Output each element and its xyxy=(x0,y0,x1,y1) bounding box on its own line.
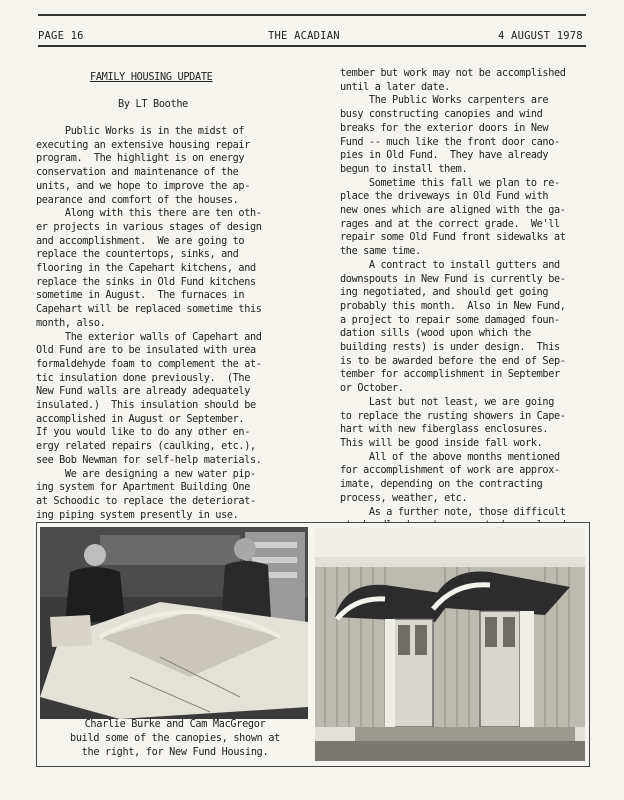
text-line: a project to repair some damaged foun- xyxy=(340,314,560,326)
text-line: busy constructing canopies and wind xyxy=(340,109,543,121)
text-line: at Schoodic to replace the deteriorat- xyxy=(36,495,256,507)
text-line: dation sills (wood upon which the xyxy=(340,328,531,340)
text-line: A contract to install gutters and xyxy=(340,259,560,271)
text-line: program. The highlight is on energy xyxy=(36,153,245,165)
text-line: pies in Old Fund. They have already xyxy=(340,150,549,162)
text-line: Fund -- much like the front door cano- xyxy=(340,136,560,148)
caption-line: build some of the canopies, shown at xyxy=(69,733,280,744)
text-line: If you would like to do any other en- xyxy=(36,427,250,439)
text-line: conservation and maintenance of the xyxy=(36,167,239,179)
text-line: tember for accomplishment in September xyxy=(340,369,560,381)
text-line: replace the sinks in Old Fund kitchens xyxy=(36,276,256,288)
text-line: imate, depending on the contracting xyxy=(340,479,543,491)
photo-carpenters xyxy=(40,527,308,719)
text-line: Old Fund are to be insulated with urea xyxy=(36,345,256,357)
text-line: tic insulation done previously. (The xyxy=(36,372,250,384)
text-line: until a later date. xyxy=(340,81,450,93)
text-line: The Public Works carpenters are xyxy=(340,95,549,107)
text-line: ing piping system presently in use. xyxy=(36,509,239,521)
article-byline: By LT Boothe xyxy=(118,99,189,110)
text-line: building rests) is under design. This xyxy=(340,342,560,354)
text-line: is to be awarded before the end of Sep- xyxy=(340,355,566,367)
text-line: sometime in August. The furnaces in xyxy=(36,290,245,302)
photo-caption xyxy=(40,718,310,760)
text-line: process, weather, etc. xyxy=(340,492,468,504)
text-line: probably this month. Also in New Fund, xyxy=(340,300,566,312)
text-line: Public Works is in the midst of xyxy=(36,126,245,137)
text-line: Along with this there are ten oth- xyxy=(36,208,262,220)
text-line: begun to install them. xyxy=(340,163,468,175)
left-column xyxy=(36,125,262,536)
text-line: We are designing a new water pip- xyxy=(36,468,256,480)
text-line: hart with new fiberglass enclosures. xyxy=(340,424,549,436)
text-line: insulated.) This insulation should be xyxy=(36,400,256,412)
text-line: This will be good inside fall work. xyxy=(340,437,543,449)
top-rule xyxy=(38,14,586,16)
text-line: Capehart will be replaced sometime this xyxy=(36,304,262,316)
text-line: tember but work may not be accomplished xyxy=(340,68,566,79)
text-line: Last but not least, we are going xyxy=(340,396,554,408)
text-line: rages and at the correct grade. We'll xyxy=(340,218,560,230)
caption-line: Charlie Burke and Cam MacGregor xyxy=(84,719,266,730)
text-line: flooring in the Capehart kitchens, and xyxy=(36,263,256,275)
issue-date: 4 AUGUST 1978 xyxy=(498,30,583,42)
text-line: ing system for Apartment Building One xyxy=(36,482,250,494)
text-line: for accomplishment of work are approx- xyxy=(340,465,560,477)
caption-line: the right, for New Fund Housing. xyxy=(81,747,269,758)
text-line: place the driveways in Old Fund with xyxy=(340,191,549,203)
text-line: All of the above months mentioned xyxy=(340,451,560,463)
text-line: or October. xyxy=(340,383,404,395)
text-line: the same time. xyxy=(340,246,421,258)
text-line: pearance and comfort of the houses. xyxy=(36,194,239,206)
text-line: accomplished in August or September. xyxy=(36,413,245,425)
text-line: replace the countertops, sinks, and xyxy=(36,249,239,261)
right-column xyxy=(340,67,566,533)
photo-canopies xyxy=(315,527,585,761)
page-number: PAGE 16 xyxy=(38,30,84,42)
text-line: The exterior walls of Capehart and xyxy=(36,331,262,343)
header-rule xyxy=(38,45,586,47)
text-line: see Bob Newman for self-help materials. xyxy=(36,454,262,466)
text-line: ergy related repairs (caulking, etc.), xyxy=(36,441,256,453)
article-title: FAMILY HOUSING UPDATE xyxy=(90,72,213,83)
text-line: and accomplishment. We are going to xyxy=(36,235,245,247)
text-line: downspouts in New Fund is currently be- xyxy=(340,273,566,285)
text-line: to replace the rusting showers in Cape- xyxy=(340,410,566,422)
text-line: breaks for the exterior doors in New xyxy=(340,122,549,134)
text-line: ing negotiated, and should get going xyxy=(340,287,549,299)
text-line: er projects in various stages of design xyxy=(36,221,262,233)
text-line: formaldehyde foam to complement the at- xyxy=(36,358,262,370)
text-line: month, also. xyxy=(36,317,106,329)
text-line: New Fund walls are already adequately xyxy=(36,386,250,398)
text-line: executing an extensive housing repair xyxy=(36,139,250,151)
publication-name: THE ACADIAN xyxy=(268,30,340,42)
text-line: new ones which are aligned with the ga- xyxy=(340,205,566,217)
text-line: As a further note, those difficult xyxy=(340,506,566,518)
text-line: Sometime this fall we plan to re- xyxy=(340,177,560,189)
text-line: units, and we hope to improve the ap- xyxy=(36,180,250,192)
text-line: repair some Old Fund front sidewalks at xyxy=(340,232,566,244)
